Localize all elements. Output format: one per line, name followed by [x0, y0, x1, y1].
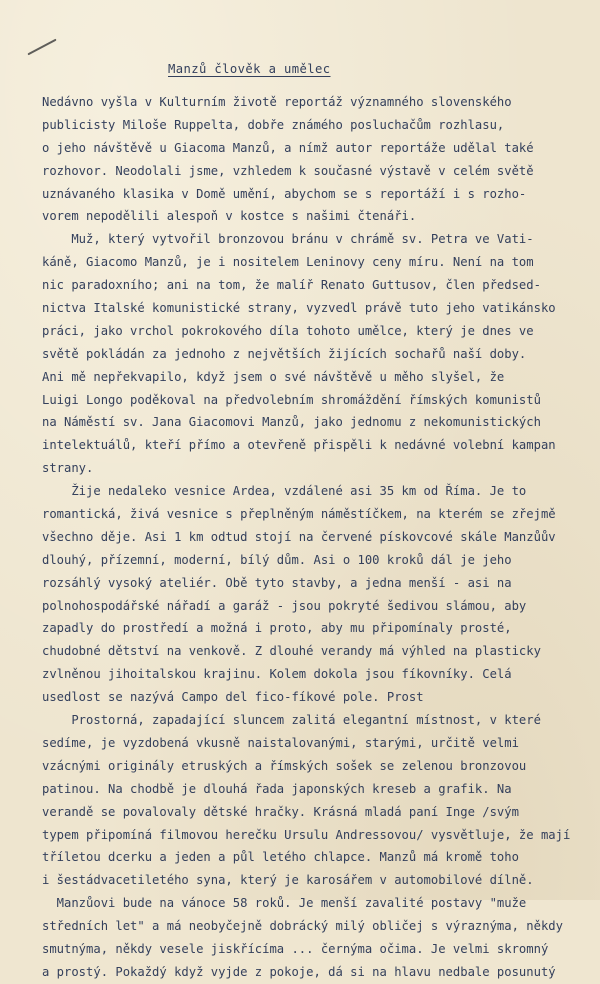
document-title: Manzů člověk a umělec — [168, 62, 331, 76]
text-line: káně, Giacomo Manzů, je i nositelem Leninovy ceny míru. Není na tom — [42, 255, 534, 270]
text-line: práci, jako vrchol pokrokového díla tohoto umělce, který je dnes ve — [42, 323, 534, 338]
text-line: typem připomíná filmovou herečku Ursulu Andressovou/ vysvětluje, že mají — [42, 827, 571, 842]
text-line: Manzůovi bude na vánoce 58 roků. Je menší zavalité postavy "muže — [42, 896, 527, 911]
text-line: uznávaného klasika v Domě umění, abychom se s reportáží i s rozho- — [42, 186, 527, 201]
text-line: Nedávno vyšla v Kulturním životě reportáž významného slovenského — [42, 95, 512, 109]
text-line: na Náměstí sv. Jana Giacomovi Manzů, jako jednomu z nekomunistických — [42, 415, 541, 430]
text-line: zvlněnou jihoitalskou krajinu. Kolem dokola jsou fíkovníky. Celá — [42, 667, 512, 682]
text-line: o jeho návštěvě u Giacoma Manzů, a nímž autor reportáže udělal také — [42, 140, 534, 155]
text-line: a prostý. Pokaždý když vyjde z pokoje, dá si na hlavu nedbale posunutý — [42, 964, 556, 979]
text-line: rozsáhlý vysoký ateliér. Obě tyto stavby, a jedna menší - asi na — [42, 575, 512, 590]
text-line: tříletou dcerku a jeden a půl letého chlapce. Manzů má kromě toho — [42, 850, 519, 865]
text-line: Ani mě nepřekvapilo, když jsem o své návštěvě u měho slyšel, že — [42, 369, 505, 384]
pencil-mark — [27, 39, 56, 56]
text-line: dlouhý, přízemní, moderní, bílý dům. Asi o 100 kroků dál je jeho — [42, 552, 512, 567]
text-line: rozhovor. Neodolali jsme, vzhledem k současné výstavě v celém světě — [42, 163, 534, 178]
document-body — [42, 91, 600, 984]
text-line: smutnýma, někdy vesele jiskřícíma ... černýma očima. Je velmi skromný — [42, 941, 549, 956]
text-line: sedíme, je vyzdobená vkusně naistalovanými, starými, určitě velmi — [42, 735, 519, 750]
text-line: polnohospodářské nářadí a garáž - jsou pokryté šedivou slámou, aby — [42, 598, 527, 613]
text-line: publicisty Miloše Ruppelta, dobře známého posluchačům rozhlasu, — [42, 117, 505, 132]
text-line: zapadly do prostředí a možná i proto, aby mu připomínaly prosté, — [42, 621, 512, 636]
text-line: Prostorná, zapadající sluncem zalitá elegantní místnost, v které — [42, 713, 541, 728]
text-line: Žije nedaleko vesnice Ardea, vzdálené asi 35 km od Říma. Je to — [42, 484, 527, 499]
text-line: nic paradoxního; ani na tom, že malíř Renato Guttusov, člen předsed- — [42, 278, 541, 293]
text-line: intelektuálů, kteří přímo a otevřeně přispěli k nedávné volební kampan — [42, 438, 556, 453]
text-line: vorem nepodělili alespoň v kostce s našimi čtenáři. — [42, 209, 417, 224]
text-line: usedlost se nazývá Campo del fico-fíkové pole. Prost — [42, 690, 424, 705]
text-line: verandě se povalovaly dětské hračky. Krásná mladá paní Inge /svým — [42, 804, 519, 819]
text-line: Luigi Longo poděkoval na předvolebním shromáždění římských komunistů — [42, 392, 541, 407]
text-line: patinou. Na chodbě je dlouhá řada japonských kreseb a grafik. Na — [42, 781, 512, 796]
text-line: světě pokládán za jednoho z největších žijících sochařů naší doby. — [42, 346, 527, 361]
text-line: i šestádvacetiletého syna, který je karosářem v automobilové dílně. — [42, 873, 534, 888]
text-line: všechno děje. Asi 1 km odtud stojí na červené pískovcové skále Manzůův — [42, 529, 556, 544]
text-line: vzácnými originály etruských a římských sošek se zelenou bronzovou — [42, 758, 527, 773]
text-line: středních let" a má neobyčejně dobrácký milý obličej s výraznýma, někdy — [42, 919, 563, 934]
text-line: chudobné dětství na venkově. Z dlouhé verandy má výhled na plasticky — [42, 644, 541, 659]
text-line: strany. — [42, 461, 94, 476]
text-line: romantická, živá vesnice s přeplněným náměstíčkem, na kterém se zřejmě — [42, 507, 556, 522]
text-line: Muž, který vytvořil bronzovou bránu v chrámě sv. Petra ve Vati- — [42, 232, 534, 247]
text-line: nictva Italské komunistické strany, vyzvedl právě tuto jeho vatikánsko — [42, 301, 556, 316]
